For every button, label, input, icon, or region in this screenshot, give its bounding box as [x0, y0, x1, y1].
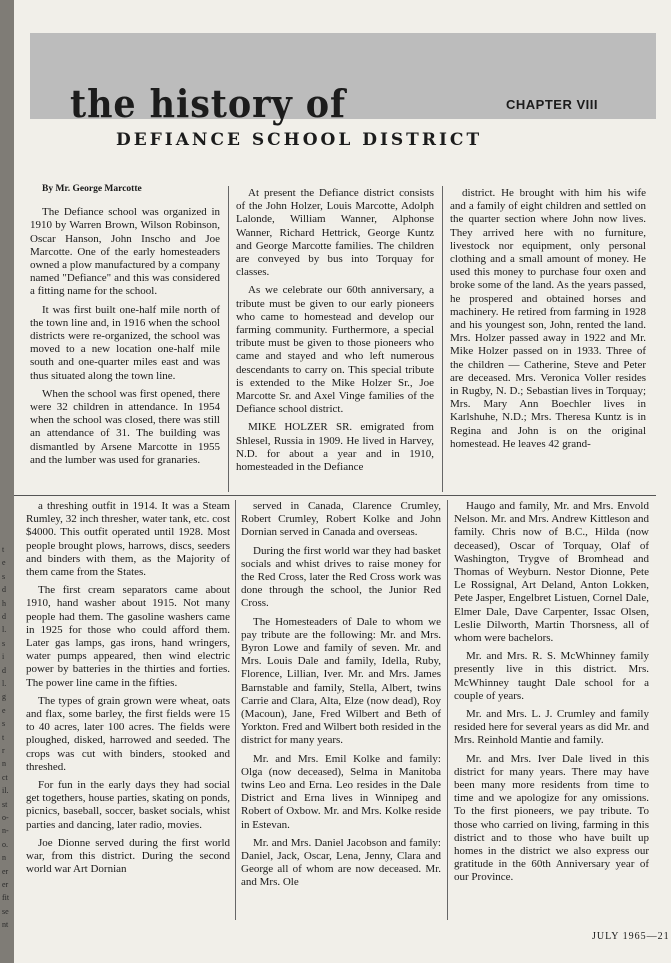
- margin-fragment: er: [2, 880, 9, 889]
- margin-fragment: s: [2, 571, 6, 581]
- paragraph: a threshing outfit in 1914. It was a Steam Rumley, 32 inch thresher, water tank, etc. cost $4000. This outfit operated until 1928. Most people brought plows, harrows, discs, seeders and binders with them, as the Majority of them came from the States.: [26, 500, 230, 579]
- margin-fragment: h: [2, 598, 6, 608]
- lower-column-1: [26, 500, 230, 876]
- margin-fragment: r: [2, 746, 5, 755]
- upper-column-3: [450, 187, 646, 451]
- upper-column-2: [236, 187, 434, 474]
- margin-fragment: o-: [2, 813, 9, 822]
- margin-fragment: n-: [2, 826, 9, 836]
- paragraph: For fun in the early days they had social get togethers, house parties, skating on ponds, picnics, baseball, soccer, basket socials, whist parties and dancing, later radio, movies.: [26, 779, 230, 831]
- paragraph: Haugo and family, Mr. and Mrs. Envold Nelson. Mr. and Mrs. Andrew Kittleson and family. Chris now of B.C., Hilda (now deceased), Oscar of Torquay, Olaf of Washington, Trygve of Bromhead and Thomas of Weyburn. Nestor Dionne, Pete Le Rossignal, Art Deland, Anton Lokken, Pete Jasper, Engelbret Listuen, Cornel Dale, Elmer Dale, Dave Carpenter, Issac Olsen, Leslie Dilworth, Martin Thorsness, all of whom were bachelors.: [454, 500, 649, 645]
- margin-fragment: e: [2, 705, 6, 715]
- adjacent-page-margin: [0, 0, 14, 963]
- paragraph: It was first built one-half mile north of the town line and, in 1916 when the school districts were re-organized, the school was moved to a new location one-half mile south and one-quarter miles east and was thus situated along the town line.: [30, 303, 220, 382]
- paragraph: When the school was first opened, there were 32 children in attendance. In 1954 when the school was closed, there was still an attendance of 31. The building was dismantled by Arsene Marcotte in 1955 and the lumber was used for granaries.: [30, 387, 220, 466]
- magazine-page: [14, 0, 671, 963]
- history-of-title: the history of: [70, 81, 346, 126]
- column-rule: [228, 186, 229, 492]
- margin-fragment: il.: [2, 786, 9, 796]
- title-banner: [30, 33, 656, 126]
- paragraph: Mr. and Mrs. L. J. Crumley and family resided here for several years as did Mr. and Mrs. Reinhold Mantie and family.: [454, 708, 649, 747]
- chapter-label: CHAPTER VIII: [506, 97, 598, 112]
- paragraph: The first cream separators came about 1910, hand washer about 1915. Not many people had them. The gasoline washers came in 1925 for those who could afford them. Later gas lamps, gas irons, hand wringers, water pumps appeared, then wind electric power by batteries in the thirties and forties. The power line came in the fifties.: [26, 584, 230, 689]
- margin-fragment: t: [2, 732, 5, 742]
- margin-fragment: e: [2, 558, 6, 568]
- paragraph: Mr. and Mrs. Daniel Jacobson and family: Daniel, Jack, Oscar, Lena, Jenny, Clara and George all of whom are now deceased. Mr. and Mrs. Ole: [241, 836, 441, 889]
- paragraph: The types of grain grown were wheat, oats and flax, some barley, the first fields were 15 to 40 acres, later 100 acres. The fields were ploughed, disked, harrowed and seeded. The crops was cut with binders, stooked and threshed.: [26, 694, 230, 773]
- paragraph: During the first world war they had basket socials and whist drives to raise money for the Red Cross, later the Red Cross work was done through the school, the Junior Red Cross.: [241, 544, 441, 610]
- margin-fragment: l.: [2, 625, 7, 635]
- section-divider: [14, 495, 656, 496]
- column-rule: [447, 500, 448, 920]
- paragraph: MIKE HOLZER SR. emigrated from Shlesel, Russia in 1909. He lived in Harvey, N.D. for about a year and in 1910, homesteaded in the Defiance: [236, 421, 434, 474]
- margin-fragment: n: [2, 759, 6, 769]
- paragraph: district. He brought with him his wife and a family of eight children and settled on the quarter section where John now lives. They arrived here with no furniture, livestock nor equipment, only personal clothing and a small amount of money. He used this money to purchase four oxen and broke some of the land. As the years passed, he prospered and obtained horses and machinery. He retired from farming in 1928 and his youngest son, John, rented the land. Mrs. Holzer passed away in 1922 and Mr. Mike Holzer passed on in 1933. Three of the children — Catherine, Steve and Peter are deceased. Mrs. Veronica Voller resides in Rugby, N. D.; Sebastian lives in Torquay; Mrs. Mary Ann Boechler lives in Karlshuhe, N.D.; Mrs. Theresa Kuntz is in Regina and John is on the original homestead. He leaves 42 grand-: [450, 187, 646, 450]
- margin-fragment: d: [2, 665, 6, 675]
- margin-fragment: g: [2, 692, 6, 702]
- paragraph: Mr. and Mrs. Emil Kolke and family: Olga (now deceased), Selma in Manitoba twins Leo and Erna. Leo resides in the Dale District and Erna lives in Winnipeg and Robert of Oxbow. Mr. and Mrs. Kolke reside in Estevan.: [241, 752, 441, 831]
- margin-fragment: se: [2, 906, 9, 916]
- margin-fragment: fit: [2, 893, 10, 903]
- margin-fragment: d: [2, 585, 6, 595]
- margin-fragment: er: [2, 866, 9, 876]
- margin-fragment: nt: [2, 920, 9, 930]
- margin-fragment: t: [2, 545, 5, 554]
- paragraph: Mr. and Mrs. Iver Dale lived in this district for many years. There may have been many more residents from time to time and we apologize for any omissions. To the first pioneers, we pay tribute. To those who carried on living, farming in this district and to those who have built up homes in the district we also express our gratitude in the 60th Anniversary year of our Province.: [454, 752, 649, 884]
- lower-column-3: [454, 500, 649, 885]
- paragraph: At present the Defiance district consists of the John Holzer, Louis Marcotte, Adolph Lalonde, William Wanner, Alphonse Wanner, Richard Hettrick, George Kuntz and George Marcotte families. The children are conveyed by bus into Torquay for classes.: [236, 187, 434, 279]
- paragraph: The Defiance school was organized in 1910 by Warren Brown, Wilson Robinson, Oscar Hanson, John Inscho and Joe Marcotte. One of the early homesteaders owned a plow manufactured by a company named "Defiance" and this was considered a fitting name for the school.: [30, 206, 220, 298]
- margin-fragment: l.: [2, 679, 7, 688]
- margin-fragment: ct: [2, 772, 8, 782]
- paragraph: Mr. and Mrs. R. S. McWhinney family presently live in this district. Mrs. McWhinney taught Dale school for a couple of years.: [454, 650, 649, 702]
- district-title: DEFIANCE SCHOOL DISTRICT: [116, 130, 483, 150]
- margin-fragment: o.: [2, 839, 8, 849]
- paragraph: The Homesteaders of Dale to whom we pay tribute are the following: Mr. and Mrs. Byron Lowe and family of seven. Mr. and Mrs. Louis Dale and family, Idella, Ruby, Florence, Lillian, Iver. Mr. and Mrs. James Barnstable and family, Stella, Albert, twins Carrie and Clara, Alta, Elze (now dead), Roy (Macoun), Jane, Fred Wilbert and Beth of Yorkton. Fred and Wilbert both resided in the district for many years.: [241, 615, 441, 747]
- lower-column-2: [241, 500, 441, 890]
- margin-fragment: s: [2, 719, 6, 729]
- column-rule: [235, 500, 236, 920]
- margin-fragment: d: [2, 612, 6, 621]
- margin-fragment: i: [2, 652, 5, 662]
- upper-column-1: [30, 183, 220, 467]
- byline: By Mr. George Marcotte: [42, 184, 142, 194]
- page-folio: JULY 1965—21: [592, 931, 670, 942]
- paragraph: As we celebrate our 60th anniversary, a tribute must be given to our early pioneers who came to homestead and develop our farming community. Furthermore, a special tribute must be given to those pioneers who came and stayed and who left numerous descendants to carry on. This special tribute is extended to the Mike Holzer Sr., Joe Marcotte Sr. and Axel Vinge families of the Defiance school district.: [236, 284, 434, 416]
- paragraph: served in Canada, Clarence Crumley, Robert Crumley, Robert Kolke and John Dornian served in Canada and overseas.: [241, 500, 441, 539]
- margin-fragment: n: [2, 853, 6, 863]
- margin-fragment: st: [2, 799, 8, 809]
- paragraph: Joe Dionne served during the first world war, from this district. During the second world war Art Dornian: [26, 836, 230, 876]
- margin-fragment: s: [2, 638, 6, 648]
- column-rule: [442, 186, 443, 492]
